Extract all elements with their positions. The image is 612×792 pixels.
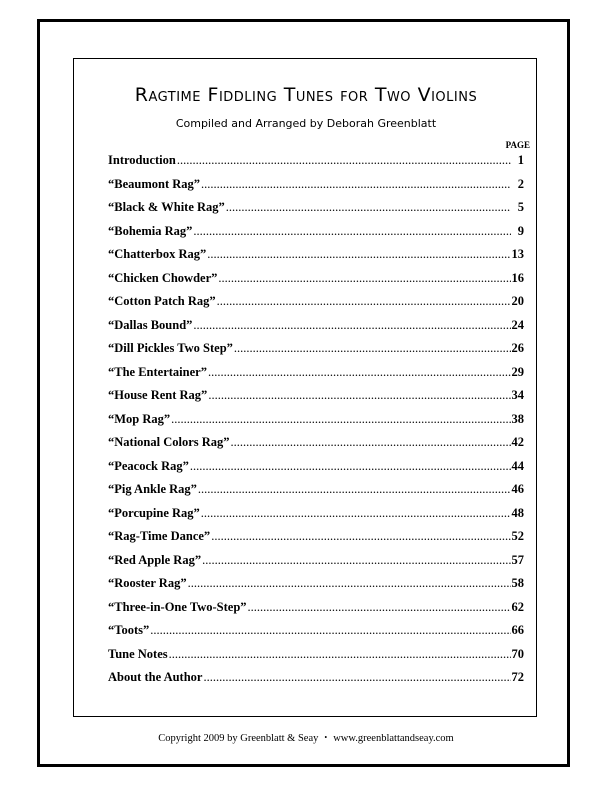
toc-entry-label: “Chatterbox Rag”: [108, 247, 207, 261]
toc-entry[interactable]: [108, 459, 524, 483]
toc-entry-page: 58: [511, 576, 524, 590]
toc-dot-leader: [248, 600, 511, 615]
toc-entry[interactable]: [108, 506, 524, 530]
website-link[interactable]: www.greenblattandseay.com: [333, 733, 454, 744]
table-of-contents: [108, 153, 524, 694]
toc-entry[interactable]: [108, 647, 524, 671]
toc-entry-page: 66: [511, 623, 524, 637]
toc-entry[interactable]: [108, 576, 524, 600]
toc-entry-page: 62: [511, 599, 524, 614]
toc-entry-page: 52: [511, 529, 524, 543]
toc-entry-label: “Dill Pickles Two Step”: [108, 341, 233, 355]
toc-entry[interactable]: [108, 623, 524, 647]
toc-dot-leader: [208, 365, 511, 380]
toc-entry[interactable]: [108, 247, 524, 271]
toc-dot-leader: [190, 459, 511, 474]
toc-entry-label: “Toots”: [108, 623, 150, 637]
toc-entry[interactable]: [108, 600, 524, 624]
toc-entry-page: 42: [511, 435, 524, 449]
toc-entry-page: 9: [517, 223, 524, 238]
toc-entry[interactable]: [108, 412, 524, 436]
toc-entry[interactable]: [108, 435, 524, 459]
toc-entry-label: “Bohemia Rag”: [108, 223, 193, 238]
toc-entry-label: Tune Notes: [108, 646, 168, 661]
toc-entry[interactable]: [108, 294, 524, 318]
toc-dot-leader: [198, 482, 511, 497]
page-title: Ragtime Fiddling Tunes for Two Violins: [134, 84, 478, 106]
toc-dot-leader: [169, 647, 511, 662]
toc-entry[interactable]: [108, 224, 524, 248]
toc-entry[interactable]: [108, 388, 524, 412]
page-column-header: PAGE: [505, 140, 530, 150]
toc-entry-page: 57: [511, 552, 524, 567]
toc-dot-leader: [203, 670, 510, 685]
toc-entry-page: 26: [511, 341, 524, 355]
toc-dot-leader: [211, 529, 510, 544]
toc-entry-label: “Pig Ankle Rag”: [108, 482, 197, 496]
toc-entry-label: “House Rent Rag”: [108, 388, 208, 402]
footer-separator: •: [324, 733, 328, 742]
toc-entry-page: 34: [511, 388, 524, 402]
toc-entry-page: 44: [511, 458, 524, 473]
toc-dot-leader: [150, 623, 510, 638]
toc-entry-page: 5: [517, 200, 524, 214]
toc-entry-label: “Chicken Chowder”: [108, 270, 218, 285]
toc-entry[interactable]: [108, 271, 524, 295]
toc-entry[interactable]: [108, 670, 524, 694]
toc-entry-page: 1: [517, 153, 524, 167]
toc-entry[interactable]: [108, 553, 524, 577]
toc-dot-leader: [177, 153, 511, 168]
toc-entry-label: “The Entertainer”: [108, 364, 207, 379]
toc-entry[interactable]: [108, 153, 524, 177]
toc-entry-page: 48: [511, 505, 524, 520]
toc-dot-leader: [226, 200, 511, 215]
toc-entry-page: 46: [511, 482, 524, 496]
toc-dot-leader: [208, 388, 510, 403]
toc-dot-leader: [201, 506, 511, 521]
toc-entry-label: “Rooster Rag”: [108, 576, 187, 590]
toc-entry-label: “Dallas Bound”: [108, 317, 193, 332]
toc-entry-label: About the Author: [108, 670, 203, 684]
toc-dot-leader: [193, 318, 510, 333]
copyright-text: Copyright 2009 by Greenblatt & Seay: [158, 733, 319, 744]
footer: [0, 733, 612, 744]
toc-dot-leader: [234, 341, 511, 356]
toc-dot-leader: [207, 247, 510, 262]
toc-dot-leader: [218, 271, 510, 286]
toc-entry-label: “National Colors Rag”: [108, 435, 230, 449]
toc-entry-label: “Rag-Time Dance”: [108, 529, 211, 543]
toc-entry-page: 38: [511, 411, 524, 426]
toc-entry[interactable]: [108, 341, 524, 365]
toc-entry[interactable]: [108, 200, 524, 224]
toc-dot-leader: [217, 294, 511, 309]
toc-entry-page: 29: [511, 364, 524, 379]
toc-entry-label: “Mop Rag”: [108, 411, 171, 426]
toc-entry-page: 16: [511, 270, 524, 285]
toc-dot-leader: [202, 553, 510, 568]
toc-entry-label: “Cotton Patch Rag”: [108, 294, 216, 308]
toc-entry[interactable]: [108, 318, 524, 342]
toc-dot-leader: [201, 177, 511, 192]
toc-dot-leader: [231, 435, 511, 450]
toc-entry-label: “Three-in-One Two-Step”: [108, 599, 247, 614]
toc-dot-leader: [193, 224, 511, 239]
toc-entry-label: “Porcupine Rag”: [108, 505, 200, 520]
toc-dot-leader: [188, 576, 511, 591]
toc-entry-label: “Beaumont Rag”: [108, 176, 201, 191]
toc-entry-page: 20: [511, 294, 524, 308]
toc-dot-leader: [171, 412, 510, 427]
toc-entry-page: 2: [517, 176, 524, 191]
toc-entry[interactable]: [108, 365, 524, 389]
subtitle: Compiled and Arranged by Deborah Greenblatt: [175, 117, 437, 130]
toc-entry[interactable]: [108, 482, 524, 506]
toc-entry[interactable]: [108, 177, 524, 201]
toc-entry-page: 24: [511, 317, 524, 332]
toc-entry-page: 70: [511, 646, 524, 661]
toc-entry-label: “Red Apple Rag”: [108, 552, 202, 567]
toc-entry-page: 72: [511, 670, 524, 684]
toc-entry-page: 13: [511, 247, 524, 261]
toc-entry[interactable]: [108, 529, 524, 553]
toc-entry-label: “Black & White Rag”: [108, 200, 225, 214]
toc-entry-label: Introduction: [108, 153, 176, 167]
toc-entry-label: “Peacock Rag”: [108, 458, 189, 473]
